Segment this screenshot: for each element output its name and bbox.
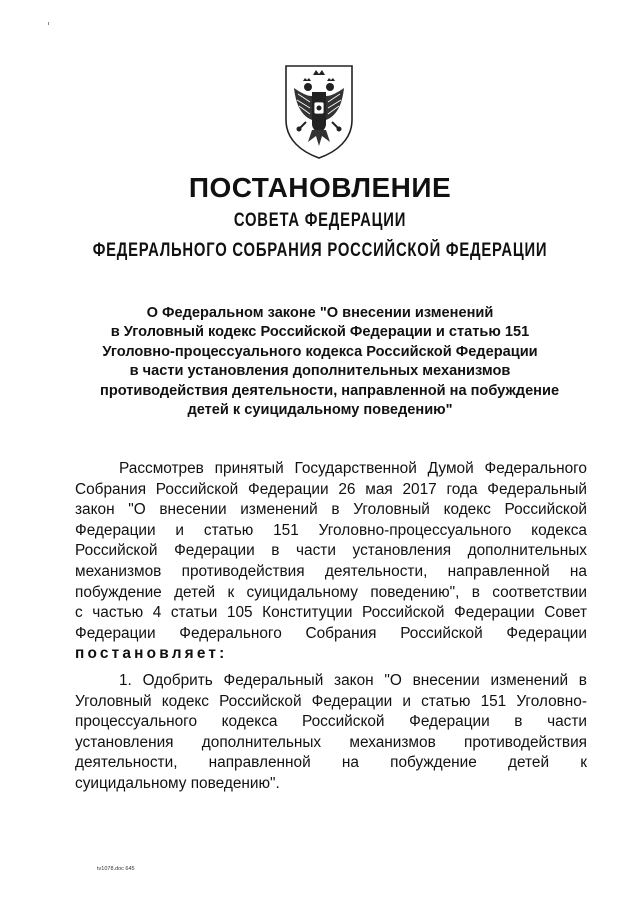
- paragraph-line: закон "О внесении изменений в Уголовный кодекс Российской: [75, 501, 587, 519]
- subject-line: Уголовно-процессуального кодекса Российской Федерации: [102, 343, 538, 360]
- paragraph-line: установления дополнительных механизмов противодействия: [75, 733, 587, 751]
- issuer-line-1: СОВЕТА ФЕДЕРАЦИИ: [233, 210, 407, 231]
- paragraph-line: деятельности, направленной на побуждение детей к: [75, 754, 587, 772]
- paragraph-line: Уголовный кодекс Российской Федерации и статью 151 Уголовно-: [75, 692, 587, 710]
- subject-line: в Уголовный кодекс Российской Федерации и статью 151: [110, 324, 530, 341]
- subject-line: О Федеральном законе "О внесении изменений: [146, 305, 494, 321]
- paragraph-line: Собрания Российской Федерации 26 мая 2017 года Федеральный: [75, 480, 587, 498]
- paragraph-line: побуждение детей к суицидальному поведению", в соответствии: [75, 583, 587, 601]
- paragraph-line: Федерации Федерального Собрания Российской Федерации: [75, 624, 587, 642]
- subject-line: детей к суицидальному поведению": [187, 402, 453, 419]
- file-code: tv1078.doc 645: [97, 866, 135, 872]
- preamble-paragraph: [75, 459, 587, 665]
- paragraph-line: 1. Одобрить Федеральный закон "О внесении изменений в: [119, 672, 587, 689]
- scan-mark: [48, 22, 49, 25]
- resolution-word: постановляет:: [75, 645, 228, 663]
- document-subject: [100, 304, 560, 420]
- issuer-line-2: ФЕДЕРАЛЬНОГО СОБРАНИЯ РОССИЙСКОЙ ФЕДЕРАЦИИ: [92, 240, 548, 261]
- paragraph-line: с частью 4 статьи 105 Конституции Российской Федерации Совет: [75, 604, 587, 622]
- coat-of-arms-icon: [272, 62, 366, 160]
- paragraph-line: Рассмотрев принятый Государственной Думой Федерального: [119, 460, 587, 477]
- paragraph-line: Российской Федерации в части установления дополнительных: [75, 542, 587, 560]
- subject-line: в части установления дополнительных механизмов: [129, 363, 511, 380]
- paragraph-line: Федерации и статью 151 Уголовно-процессуального кодекса: [75, 521, 587, 539]
- paragraph-line: суицидальному поведению".: [75, 774, 280, 792]
- paragraph-line: механизмов противодействия деятельности, направленной на: [75, 562, 587, 580]
- subject-line: противодействия деятельности, направленной на побуждение: [100, 382, 560, 399]
- document-title: ПОСТАНОВЛЕНИЕ: [188, 172, 452, 203]
- resolution-item-1: [75, 671, 587, 795]
- paragraph-line: процессуального кодекса Российской Федерации в части: [75, 713, 587, 731]
